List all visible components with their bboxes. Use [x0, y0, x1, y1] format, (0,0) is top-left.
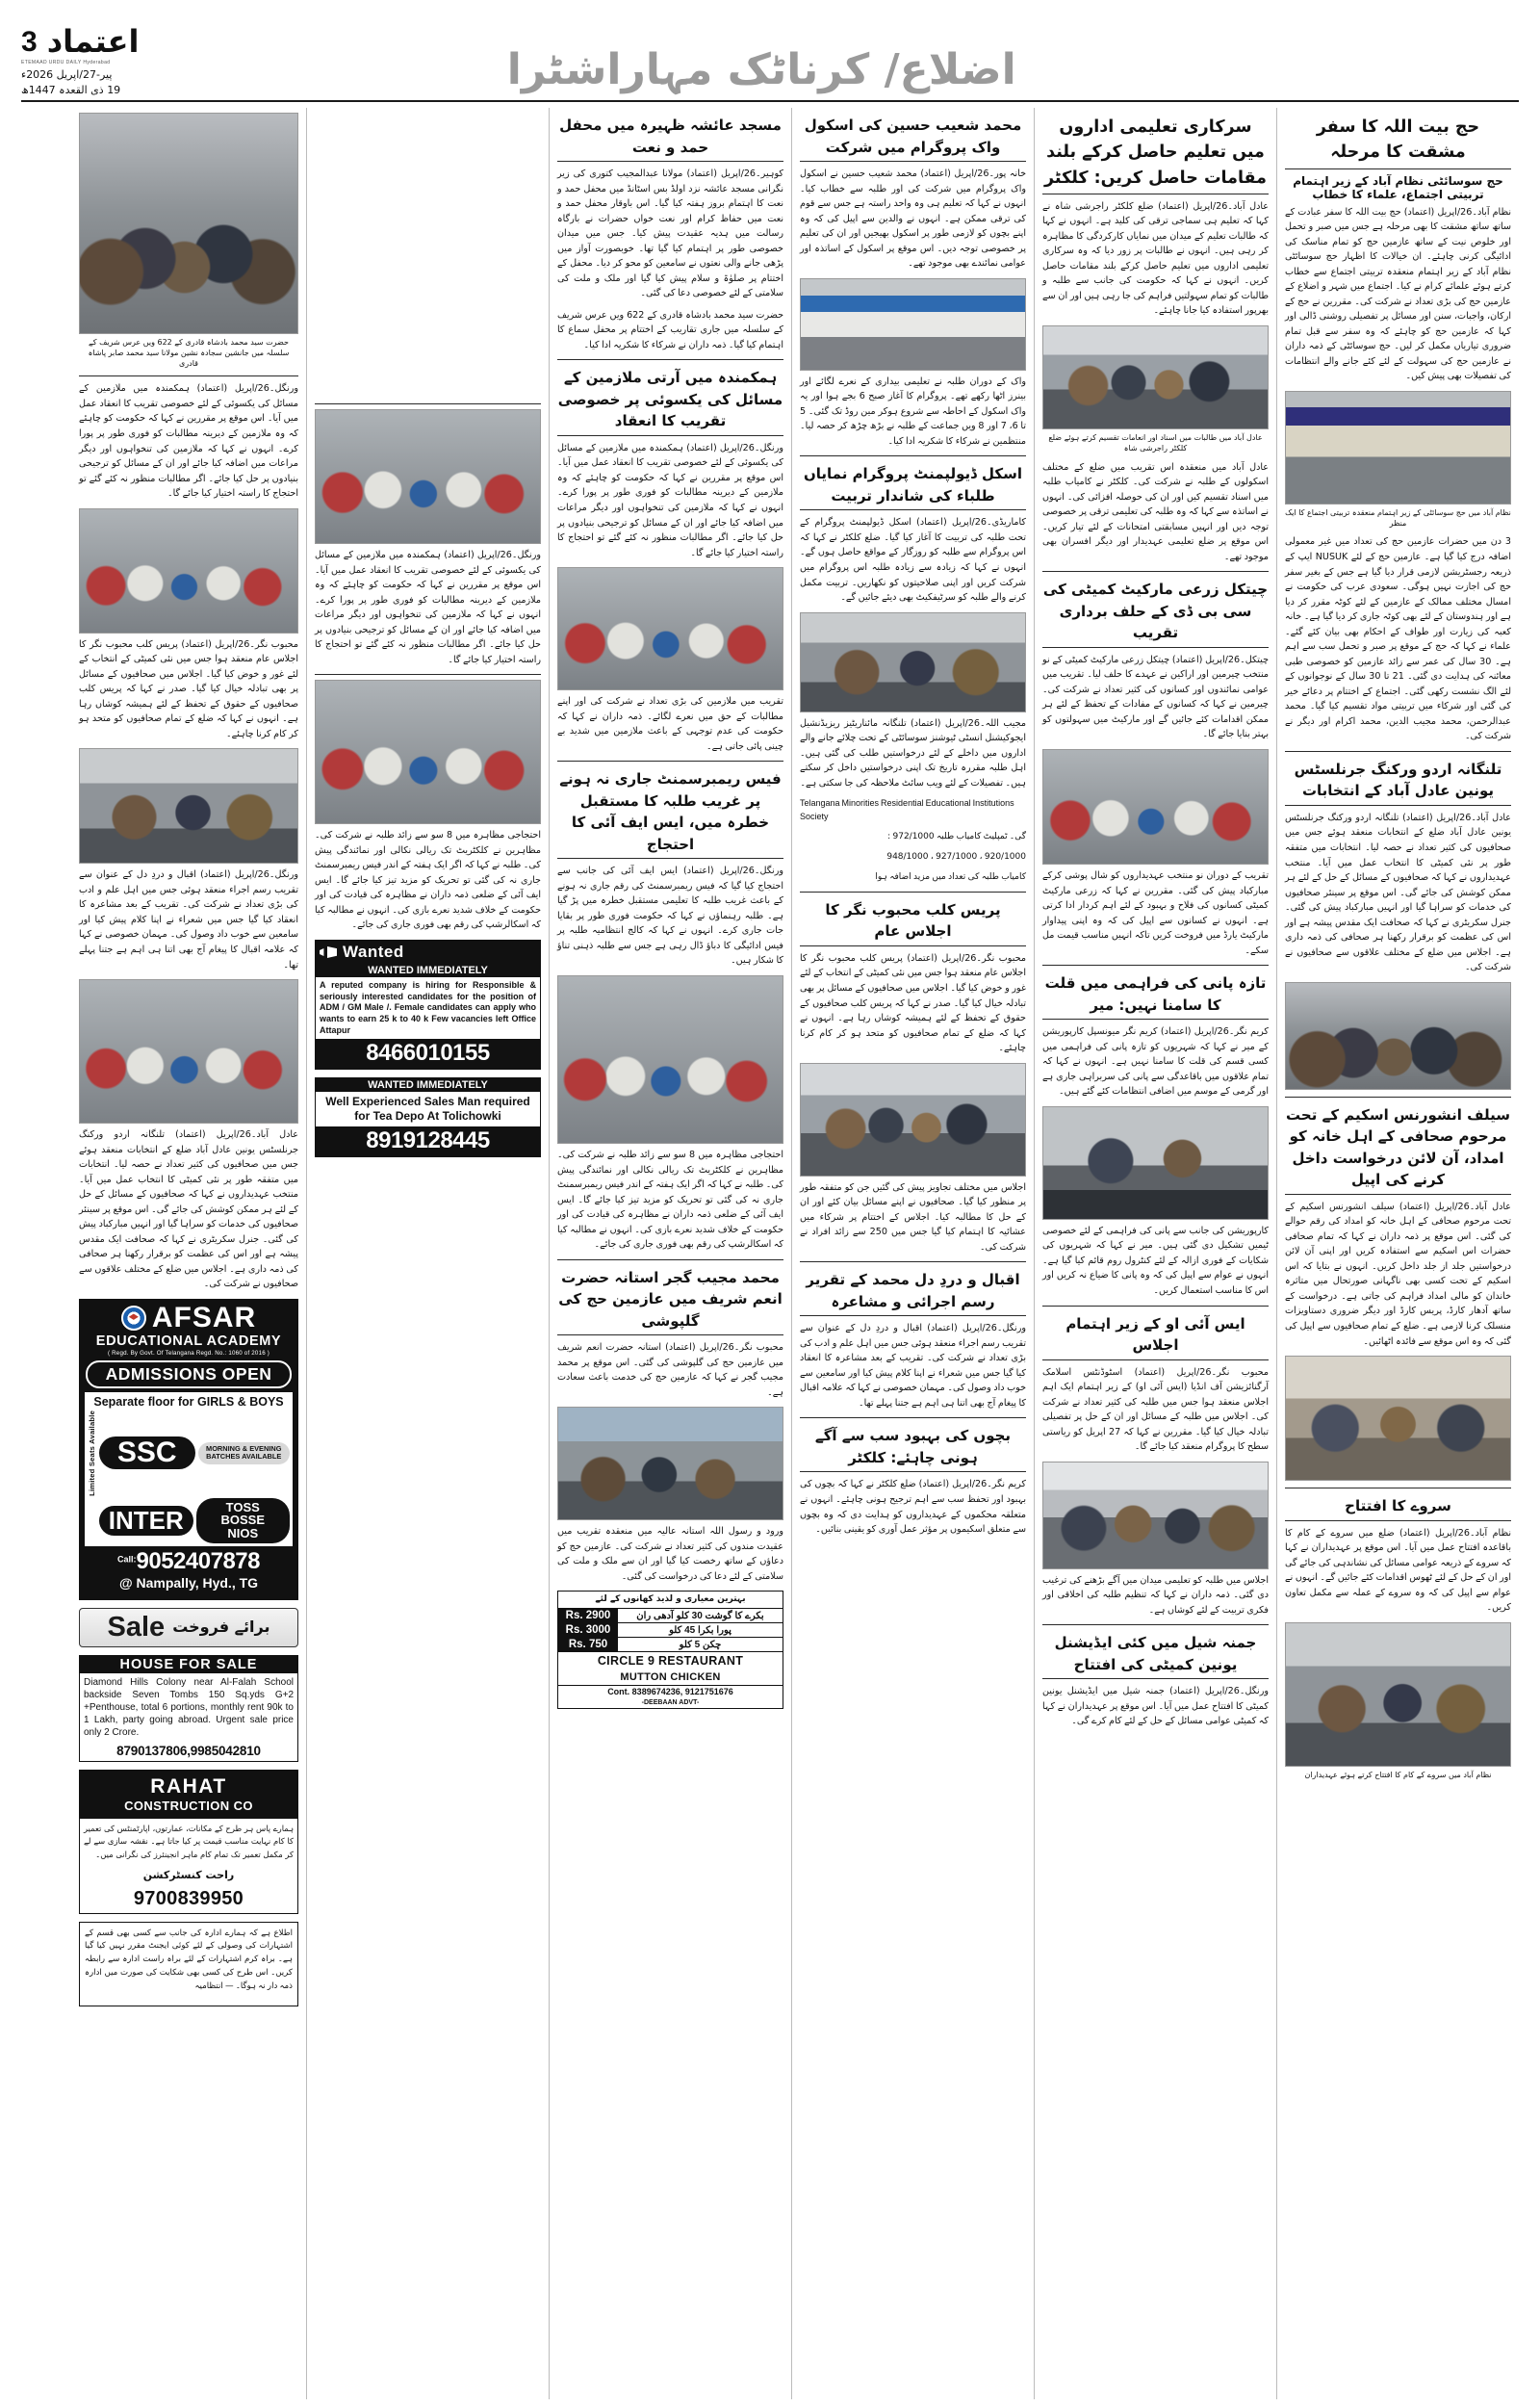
- body-union-committee: ورنگل۔26/اپریل (اعتماد) جمنہ شیل میں ایڈیشنل یونین کمیٹی کا افتتاح عمل میں آیا۔ اس موقع پر عہدیداران نے کہا کہ کمیٹی عوامی مسائل کے حل کے لئے کام کرے گی۔: [1042, 1686, 1269, 1727]
- masthead: [21, 17, 1519, 102]
- headline-collector-education: سرکاری تعلیمی اداروں میں تعلیم حاصل کرکے بلند مقامات حاصل کریں: کلکٹر: [1042, 115, 1269, 194]
- body-e-filler-1: ورنگل۔26/اپریل (اعتماد) ہمکمندہ میں ملازمین کے مسائل کی یکسوئی کے لئے خصوصی تقریب کا انعقاد عمل میں آیا۔ اس موقع پر مقررین نے کہا کہ حکومت کو چاہئے کہ وہ ملازمین کے دیرینہ مطالبات کو فوری طور پر پورا کرے۔ انہوں نے کہا کہ ملازمین کی تنخواہوں اور دیگر مراعات میں اضافہ کیا جائے اور ان کے مسائل کو ترجیحی بنیادوں پر حل کیا جائے۔ اگر مطالبات منظور نہ کئے گئے تو احتجاج کا راستہ اختیار کیا جائے گا۔: [315, 550, 541, 665]
- photo-hajj-gathering: [1285, 391, 1511, 505]
- column-f: [71, 108, 306, 2399]
- divider-e0: [315, 403, 541, 404]
- afsar-logo-row: [84, 1301, 294, 1333]
- ad-house-for-sale[interactable]: [79, 1655, 298, 1762]
- food-item: پورا بکرا 45 کلو: [669, 1624, 732, 1636]
- body-employees-issues: ورنگل۔26/اپریل (اعتماد) ہمکمندہ میں ملازمین کے مسائل کی یکسوئی کے لئے خصوصی تقریب کا انعقاد عمل میں آیا۔ اس موقع پر مقررین نے کہا کہ حکومت کو چاہئے کہ وہ ملازمین کے دیرینہ مطالبات کو فوری طور پر پورا کرے۔ انہوں نے کہا کہ ملازمین کی تنخواہوں اور دیگر مراعات میں اضافہ کیا جائے اور ان کے مسائل کو ترجیحی بنیادوں پر حل کیا جائے۔ اگر مطالبات منظور نہ کئے گئے تو احتجاج کا راستہ اختیار کیا جائے گا۔: [557, 442, 783, 558]
- marks-line-1: گی۔ ٹمپلیٹ کامیاب طلبہ 972/1000 :: [887, 832, 1026, 842]
- body-f-filler-4: عادل آباد۔26/اپریل (اعتماد) تلنگانہ اردو ورکنگ جرنلسٹس یونین عادل آباد ضلع کے انتخابات منعقد ہوئے جس میں صحافیوں کی کثیر تعداد نے حصہ لیا۔ انتخابات میں متفقہ طور پر نئی کمیٹی کا انتخاب عمل میں آیا۔ منتخب عہدیداروں نے کہا کہ صحافیوں کے مسائل کے حل کے لئے ہر ممکن کوشش کی جائے گی۔ اس موقع پر سینئر صحافیوں کی خدمات کو سراہا گیا اور انہیں مبارکباد پیش کی گئی۔ جنرل سکریٹری نے کہا کہ صحافت ایک مقدس پیشہ ہے اور اس کی عظمت کو برقرار رکھنا ہر صحافی کی ذمہ داری ہے۔ اجلاس میں ضلع کے مختلف علاقوں سے صحافیوں نے شرکت کی۔: [79, 1129, 299, 1290]
- ad-wanted-1[interactable]: [315, 940, 541, 1070]
- headline-hajj: حج بیت اللہ کا سفر مشقت کا مرحلہ: [1285, 115, 1511, 169]
- afsar-call-label: Call:: [117, 1554, 137, 1565]
- masthead-left: [21, 23, 140, 98]
- caption-survey: نظام آباد میں سروے کے کام کا افتتاح کرتے ہوئے عہدیداران: [1304, 1770, 1492, 1779]
- house-sale-body: Diamond Hills Colony near Al-Falah School backside Seven Tombs 150 Sq.yds G+2 +Penthouse, total 6 portions, monthly rent 90k to 1 Lakh, party going abroad. Urgent sale price only 2 Crore.: [84, 1676, 294, 1739]
- megaphone-icon: [320, 945, 339, 959]
- masthead-date-hijri: 19 ذی القعدہ 1447ھ: [21, 84, 121, 96]
- headline-school-walk: محمد شعیب حسین کی اسکول واک پروگرام میں شرکت: [800, 115, 1026, 162]
- wanted-phone-1[interactable]: 8466010155: [316, 1039, 540, 1069]
- afsar-courses-block: [85, 1392, 293, 1546]
- headline-sio-meeting: ایس آئی او کے زیر اہتمام اجلاس: [1042, 1313, 1269, 1360]
- food-row: [558, 1622, 783, 1637]
- restaurant-contact[interactable]: Cont. 8389674236, 9121751676: [558, 1685, 783, 1698]
- wanted-phone-2[interactable]: 8919128445: [316, 1126, 540, 1156]
- sale-urdu: برائے فروخت: [172, 1617, 270, 1636]
- marks-line-3: کامیاب طلبہ کی تعداد میں مزید اضافہ ہوا: [875, 871, 1026, 882]
- body-hajj-garlanding: محبوب نگر۔26/اپریل (اعتماد) استانہ حضرت انعم شریف میں عازمین حج کی گلپوشی کی گئی۔ اس موقع پر محمد مجیب گجر نے کہا کہ عازمین حج کی خدمت باعث سعادت ہے۔: [557, 1342, 783, 1398]
- body-hajj-garlanding-2: ورود و رسول اللہ استانہ عالیہ میں منعقدہ تقریب میں عقیدت مندوں کی کثیر تعداد نے شرکت کی۔ عازمین حج کو دعاؤں کے ساتھ رخصت کیا گیا اور ان سے ملک و ملت کی سلامتی کے لئے دعا کی درخواست کی گئی۔: [557, 1526, 783, 1582]
- body-child-welfare: کریم نگر۔26/اپریل (اعتماد) ضلع کلکٹر نے کہا کہ بچوں کی بہبود اور تحفظ سب سے اہم ترجیح ہونی چاہئے۔ انہوں نے متعلقہ محکموں کے عہدیداروں کو ہدایت دی کہ وہ بچوں سے متعلق اسکیموں پر مؤثر عمل آوری کو یقینی بنائیں۔: [800, 1479, 1026, 1536]
- photo-skill-development: [800, 612, 1026, 712]
- wanted-title-1: WANTED IMMEDIATELY: [316, 964, 540, 977]
- afsar-morning-line2: BATCHES AVAILABLE: [206, 1452, 282, 1462]
- afsar-bosse: BOSSE: [220, 1513, 265, 1528]
- rahat-name-1: RAHAT: [150, 1774, 227, 1798]
- body-f-filler-1: ورنگل۔26/اپریل (اعتماد) ہمکمندہ میں ملازمین کے مسائل کی یکسوئی کے لئے خصوصی تقریب کا انعقاد عمل میں آیا۔ اس موقع پر مقررین نے کہا کہ حکومت کو چاہئے کہ وہ ملازمین کے دیرینہ مطالبات کو فوری طور پر پورا کرے۔ انہوں نے کہا کہ ملازمین کی تنخواہوں اور دیگر مراعات میں اضافہ کیا جائے اور ان کے مسائل کو ترجیحی بنیادوں پر حل کیا جائے۔ اگر مطالبات منظور نہ کئے گئے تو احتجاج کا راستہ اختیار کیا جائے گا۔: [79, 383, 298, 500]
- divider-b4: [1042, 1624, 1269, 1625]
- divider-b1: [1042, 571, 1269, 572]
- sale-english: Sale: [107, 1611, 166, 1643]
- photo-market-committee: [1042, 749, 1269, 865]
- divider-f0: [79, 375, 298, 376]
- divider-1: [1285, 751, 1511, 752]
- body-sio-meeting: محبوب نگر۔26/اپریل (اعتماد) اسٹوڈنٹس اسلامک آرگنائزیشن آف انڈیا (ایس آئی او) کے زیر اہتمام ایک اہم اجلاس منعقد ہوا جس میں طلبہ کی کثیر تعداد نے شرکت کی۔ اجلاس میں طلبہ کے مسائل اور ان کے حل پر تفصیلی تبادلہ خیال کیا گیا۔ مقررین نے کہا کہ 27 اپریل کو ریاستی سطح کا پروگرام منعقد کیا جائے گا۔: [1042, 1366, 1269, 1453]
- body-school-walk: خانہ پور۔26/اپریل (اعتماد) محمد شعیب حسین نے اسکول واک پروگرام میں شرکت کی اور طلبہ سے خطاب کیا۔ انہوں نے کہا کہ تعلیم ہی وہ واحد راستہ ہے جس سے قوم کی ترقی ممکن ہے۔ انہوں نے والدین سے اپیل کی کہ وہ اپنے بچوں کو لازمی طور پر اسکول بھیجیں اور ان کی تعلیم پر خصوصی توجہ دیں۔ اس موقع پر اسکول کے اساتذہ اور عوامی نمائندے بھی موجود تھے۔: [800, 168, 1026, 270]
- headline-employees-issues: ہمکمندہ میں آرتی ملازمین کے مسائل کی یکسوئی پر خصوصی تقریب کا انعقاد: [557, 367, 783, 436]
- food-price: Rs. 750: [558, 1638, 618, 1651]
- food-ad-rows: [558, 1608, 783, 1651]
- headline-fee-reimbursement: فیس ریمبرسمنٹ جاری نہ ہونے پر غریب طلبہ کا مستقبل خطرہ میں، ایس ایف آئی کا احتجاج: [557, 768, 783, 859]
- page-grid: [21, 108, 1519, 2399]
- divider-c2: [800, 892, 1026, 893]
- body-iqbal-mushaira: ورنگل۔26/اپریل (اعتماد) اقبال و دردِ دل کے عنوان سے تقریب رسم اجراء منعقد ہوئی جس میں اہل علم و ادب کی بڑی تعداد نے شرکت کی۔ تقریب کے بعد مشاعرہ کا انعقاد کیا گیا جس میں شعراء نے اپنا کلام پیش کیا اور سامعین سے خوب داد وصول کی۔ مہمان خصوصی نے کہا کہ علامہ اقبال کا پیغام آج بھی اتنا ہی اہم ہے جتنا پہلے تھا۔: [800, 1323, 1026, 1409]
- afsar-nios: NIOS: [227, 1526, 259, 1541]
- ad-publisher-notice: [79, 1922, 298, 2007]
- food-item: بکرے کا گوشت 30 کلو آدھی ران: [636, 1610, 764, 1621]
- ad-agency-credit: -DEEBAAN ADVT-: [641, 1699, 700, 1707]
- divider-d3: [557, 1259, 783, 1260]
- food-price: Rs. 3000: [558, 1623, 618, 1637]
- afsar-course-row-1: [88, 1411, 290, 1496]
- body-hajj: نظام آباد۔26/اپریل (اعتماد) حج بیت اللہ کا سفر عبادت کے ساتھ ساتھ مشقت کا بھی مرحلہ ہے جس میں صبر و تحمل اور خلوص نیت کے ساتھ عازمین حج کو تمام مناسک کی ادائیگی کرنی چاہئے۔ ان خیالات کا اظہار حج سوسائٹی نظام آباد کے زیر اہتمام منعقدہ تربیتی اجتماع سے خطاب کرتے ہوئے علمائے کرام نے کیا۔ اجتماع میں شہر و اضلاع کے عازمین حج کی بڑی تعداد نے شرکت کی۔ مقررین نے حج کے ارکان، واجبات، سنن اور مسائل پر تفصیلی روشنی ڈالی اور کہا کہ عازمین حج کو چاہئے کہ وہ سفر سے قبل تمام ضروری تیاریاں مکمل کر لیں۔ حج سوسائٹی کے ذمہ داران نے عازمین حج کی سہولت کے لئے کئے جانے والے انتظامات کی تفصیلات بھی پیش کیں۔: [1285, 206, 1511, 382]
- body-water-supply-2: کارپوریشن کی جانب سے پانی کی فراہمی کے لئے خصوصی ٹیمیں تشکیل دی گئی ہیں۔ میر نے کہا کہ شہریوں کی شکایات کے فوری ازالہ کے لئے کنٹرول روم قائم کیا گیا ہے۔ انہوں نے عوام سے اپیل کی کہ وہ پانی کا ضیاع نہ کریں اور اس کا مناسب استعمال کریں۔: [1042, 1225, 1269, 1296]
- academy-seal-icon: [121, 1306, 146, 1331]
- body-self-insurance: عادل آباد۔26/اپریل (اعتماد) سیلف انشورنس اسکیم کے تحت مرحوم صحافی کے اہل خانہ کو امداد کی رقم حوالے کی گئی۔ اس موقع پر ذمہ داران نے کہا کہ تمام صحافی حضرات اس اسکیم سے استفادہ کریں اور اپنی آن لائن درخواستیں جلد از جلد داخل کریں۔ انہوں نے بتایا کہ اس اسکیم کے تحت کسی بھی ناگہانی صورتحال میں متاثرہ خاندان کو مالی امداد فراہم کی جاتی ہے۔ درخواست کے ساتھ آدھار کارڈ، پریس کارڈ اور دیگر ضروری دستاویزات منسلک کرنا لازمی ہے۔ ضلع کے تمام صحافیوں سے اپیل کی گئی کہ وہ اس موقع سے فائدہ اٹھائیں۔: [1285, 1201, 1512, 1347]
- wanted-title-2: WANTED IMMEDIATELY: [316, 1078, 540, 1092]
- subhead-hajj: حج سوسائٹی نظام آباد کے زیر اہتمام تربیتی اجتماع، علماء کا خطاب: [1293, 173, 1503, 201]
- divider-c3: [800, 1261, 1026, 1262]
- food-price: Rs. 2900: [558, 1609, 618, 1622]
- org-name-minorities-society: Telangana Minorities Residential Educational Institutions Society: [800, 798, 1014, 822]
- body-sio-meeting-2: اجلاس میں طلبہ کو تعلیمی میدان میں آگے بڑھنے کی ترغیب دی گئی۔ ذمہ داران نے کہا کہ تنظیم طلبہ کی اخلاقی اور فکری تربیت کے لئے کوشاں ہے۔: [1042, 1574, 1269, 1616]
- afsar-regd-line: ( Regd. By Govt. Of Telangana Regd. No.: 1060 of 2016 ): [107, 1349, 270, 1357]
- body-school-walk-2: واک کے دوران طلبہ نے تعلیمی بیداری کے نعرے لگائے اور بینرز اٹھا رکھے تھے۔ پروگرام کا آغاز صبح 6 بجے ہوا اور یہ واک اسکول کے احاطہ سے شروع ہوکر مین روڈ تک گئی۔ 5 تا 6، 7 اور 8 ویں جماعت کے طلبہ نے بڑھ چڑھ کر حصہ لیا۔ منتظمین نے شرکاء کا شکریہ ادا کیا۔: [800, 375, 1026, 447]
- divider-d1: [557, 359, 783, 360]
- ad-rahat-construction[interactable]: [79, 1770, 298, 1914]
- divider-b3: [1042, 1306, 1269, 1307]
- food-row: [558, 1608, 783, 1622]
- body-fee-reimbursement-2: احتجاجی مظاہرہ میں 8 سو سے زائد طلبہ نے شرکت کی۔ مظاہرین نے کلکٹریٹ تک ریالی نکالی اور نمائندگی پیش کی۔ طلبہ نے کہا کہ اگر ایک ہفتہ کے اندر فیس ریمبرسمنٹ جاری نہ کی گئی تو تحریک کو مزید تیز کیا جائے گا۔ ایس ایف آئی کے ضلعی ذمہ داران نے مظاہرہ کی قیادت کی اور حکومت کے خلاف شدید نعرے بازی کی۔ انہوں نے مطالبہ کیا کہ اسکالرشپ کی رقم بھی فوری جاری کی جائے۔: [557, 1149, 783, 1251]
- headline-survey-inauguration: سروے کا افتتاح: [1285, 1495, 1511, 1521]
- ad-sale-banner[interactable]: [79, 1608, 298, 1647]
- section-title: اضلاع/ کرناٹک مہاراشٹرا: [506, 45, 1016, 94]
- photo-journalists-group: [1285, 982, 1511, 1090]
- body-hajj-2: 3 دن میں حضرات عازمین حج کی تعداد میں غیر معمولی اضافہ درج کیا گیا ہے۔ عازمین حج کے لئے NUSUK ایپ کے ذریعہ رجسٹریشن لازمی قرار دیا گیا ہے جس کے بغیر سفر حج کی اجازت نہیں ہوگی۔ سعودی عرب کی حکومت نے امسال مختلف ممالک کے عازمین کے لئے کوٹہ مقرر کر دیا ہے اور ہندوستان کے لئے بھی کوٹہ جاری کر دیا گیا ہے۔ خانہ کعبہ کی زیارت اور طواف کے احکام بھی بیان کئے گئے۔ علماء نے کہا کہ حج کے موقع پر صبر و تحمل سب سے اہم ہے۔ 30 سال کی عمر سے زائد عازمین کو خصوصی طبی معائنہ کی ہدایت دی گئی۔ 21 تا 30 سال کے نوجوانوں کے لئے الگ نشست رکھی گئی۔ اجتماع کے اختتام پر دعائے خیر کی گئی اور شرکاء میں تربیتی مواد تقسیم کیا گیا۔ محمد عبدالرحمن، محمد مجیب الدین، محمد اکرام اور دیگر نے شرکت کی۔: [1285, 536, 1511, 742]
- afsar-name: AFSAR: [151, 1301, 257, 1333]
- food-ad-header: بہترین معیاری و لذیذ کھانوں کے لئے: [595, 1594, 746, 1605]
- body-masjid-mehfil: کوہیر۔26/اپریل (اعتماد) مولانا عبدالمجیب کتوری کی زیر نگرانی مسجد عائشہ نزد اولڈ بس اسٹانڈ میں محفل حمد و نعت کا اہتمام بروز ہفتہ کیا گیا۔ اس باوقار محفل حمد و نعت میں حفاظ کرام اور نعت خواں حضرات نے بارگاہ رسالت میں ہدیہ عقیدت پیش کیا۔ جس میں میدان خصوصی طور پر اہتمام کیا گیا تھا۔ خوبصورت آواز میں پڑھی جانے والی نعتوں نے سامعین کو محو کر دیا۔ محفل کے اختتام پر صلوٰۃ و سلام پیش کیا گیا اور ملک و ملت کی سلامتی کے لئے خصوصی دعا کی گئی۔: [557, 168, 783, 299]
- ad-wanted-2[interactable]: [315, 1077, 541, 1157]
- body-collector-education: عادل آباد۔26/اپریل (اعتماد) ضلع کلکٹر راجرشی شاہ نے کہا کہ تعلیم ہی سماجی ترقی کی کلید ہے۔ انہوں نے کہا کہ طالبات تعلیم کے میدان میں نمایاں کارکردگی کا مظاہرہ کر رہی ہیں۔ انہوں نے طالبات پر زور دیا کہ وہ سرکاری تعلیمی اداروں میں تعلیم حاصل کرکے بلند مقامات حاصل کریں۔ انہوں نے کہا کہ حکومت کی جانب سے طلبہ و طالبات کو تمام سہولتیں فراہم کی جا رہی ہیں اور ان سے بھرپور استفادہ کیا جانا چاہئے۔: [1042, 200, 1270, 317]
- caption-main-top: حضرت سید محمد بادشاہ قادری کے 622 ویں عرس شریف کے سلسلہ میں جانشین سجادہ نشین مولانا سید محمد صابر پاشاہ قادری: [88, 338, 290, 368]
- photo-hajj-garlanding: [557, 1407, 783, 1520]
- body-fee-reimbursement: ورنگل۔26/اپریل (اعتماد) ایس ایف آئی کی جانب سے احتجاج کیا گیا کہ فیس ریمبرسمنٹ کی رقم جاری نہ ہونے کے باعث غریب طلبہ کا تعلیمی مستقبل خطرہ میں پڑ گیا ہے۔ طلبہ رہنماؤں نے کہا کہ حکومت فوری طور پر بقایا جات جاری کرے۔ انہوں نے کہا کہ کالج انتظامیہ طلبہ پر فیس ادائیگی کا دباؤ ڈال رہی ہے جس سے طلبہ ذہنی تناؤ کا شکار ہیں۔: [557, 866, 783, 967]
- paper-logo: اعتماد: [46, 23, 140, 61]
- food-row: [558, 1637, 783, 1651]
- marks-line-2: 920/1000 ، 927/1000 ، 948/1000: [886, 852, 1026, 863]
- afsar-ssc-pill: SSC: [99, 1436, 195, 1469]
- body-skill-development-2: مجیب اللہ۔26/اپریل (اعتماد) تلنگانہ مائناریٹیز ریزیڈنشیل ایجوکیشنل انسٹی ٹیوشنز سوسائٹی کے تحت چلائے جانے والے اداروں میں داخلے کے لئے درخواستیں طلب کی گئی ہیں۔ اہل طلبہ مقررہ تاریخ تک اپنی درخواستیں داخل کر سکتے ہیں۔ تفصیلات کے لئے ویب سائٹ ملاحظہ کی جا سکتی ہے۔: [800, 717, 1026, 789]
- afsar-boards-pill: [196, 1498, 291, 1543]
- afsar-toss: TOSS: [225, 1499, 260, 1514]
- body-water-supply: کریم نگر۔26/اپریل (اعتماد) کریم نگر میونسپل کارپوریشن کے میر نے کہا کہ شہریوں کو تازہ پانی کی فراہمی میں کسی قسم کی قلت کا سامنا نہیں ہے۔ انہوں نے کہا کہ تمام علاقوں میں باقاعدگی سے پانی کی سربراہی جاری ہے اور گرمی کے موسم میں اضافی انتظامات کئے گئے ہیں۔: [1042, 1026, 1269, 1098]
- house-sale-title: HOUSE FOR SALE: [80, 1656, 297, 1673]
- divider-c1: [800, 455, 1026, 456]
- headline-union-committee: جمنہ شیل میں کئی ایڈیشنل یونین کمیٹی کی افتتاح: [1042, 1632, 1269, 1679]
- body-survey-inauguration: نظام آباد۔26/اپریل (اعتماد) ضلع میں سروے کے کام کا باقاعدہ افتتاح عمل میں آیا۔ اس موقع پر عہدیداران نے کہا کہ سروے کے ذریعہ عوامی مسائل کی نشاندہی کی جائے گی اور ان کے حل کے لئے ٹھوس اقدامات کئے جائیں گے۔ انہوں نے عوام سے اپیل کی کہ وہ سروے کے عملہ سے مکمل تعاون کریں۔: [1285, 1527, 1512, 1614]
- divider-e1: [315, 674, 541, 675]
- restaurant-name: CIRCLE 9 RESTAURANT: [558, 1651, 783, 1669]
- photo-e-rally: [315, 409, 541, 544]
- photo-e-protest: [315, 680, 541, 824]
- rahat-header: [80, 1771, 297, 1819]
- food-item: چکن 5 کلو: [679, 1639, 722, 1650]
- photo-main-top: [79, 113, 298, 334]
- photo-mayor-press: [1042, 1106, 1269, 1220]
- headline-hajj-garlanding: محمد مجیب گجر استانہ حضرت انعم شریف میں عازمین حج کی گلپوشی: [557, 1267, 783, 1336]
- column-e: [306, 108, 549, 2399]
- caption-collector-awards: عادل آباد میں طالبات میں اسناد اور انعامات تقسیم کرتے ہوئے ضلع کلکٹر راجرشی شاہ: [1048, 433, 1263, 453]
- paper-logo-subtitle: ETEMAAD URDU DAILY Hyderabad: [21, 60, 111, 65]
- restaurant-sub: MUTTON CHICKEN: [620, 1671, 721, 1684]
- wanted-body-1: A reputed company is hiring for Responsible & seriously interested candidates for the position of ADM / GM Male /. Female candidates can apply who wants to earn 25 k to 40 k Few vacancies left Office Attapur: [320, 979, 536, 1035]
- body-market-committee: چیتکل۔26/اپریل (اعتماد) چیتکل زرعی مارکیٹ کمیٹی کے نو منتخب چیرمین اور اراکین نے عہدے کا حلف لیا۔ تقریب میں عوامی نمائندوں اور کسانوں کی کثیر تعداد نے شرکت کی۔ چیرمین نے کہا کہ کسانوں کے مفادات کے تحفظ کے لئے ہر ممکن اقدامات کئے جائیں گے اور مارکیٹ میں سہولتوں کو بہتر بنایا جائے گا۔: [1042, 654, 1269, 740]
- afsar-call-block[interactable]: [84, 1546, 294, 1593]
- headline-masjid-mehfil: مسجد عائشہ ظہیرہ میں محفل حمد و نعت: [557, 115, 783, 162]
- afsar-course-row-2: [88, 1498, 290, 1543]
- ad-circle9-restaurant[interactable]: [557, 1591, 783, 1709]
- body-market-committee-2: تقریب کے دوران نو منتخب عہدیداروں کو شال پوشی کرکے مبارکباد پیش کی گئی۔ مقررین نے کہا کہ زرعی مارکیٹ کمیٹی کسانوں کی فلاح و بہبود کے لئے اہم کردار ادا کرتی ہے۔ انہوں نے کسانوں سے اپیل کی کہ وہ اپنی پیداوار مارکیٹ یارڈ میں فروخت کریں تاکہ انہیں مناسب قیمت مل سکے۔: [1042, 870, 1269, 956]
- rahat-urdu-name: راحت کنسٹرکشن: [80, 1865, 297, 1886]
- wanted-word: Wanted: [343, 942, 404, 961]
- afsar-separate-floor: Separate floor for GIRLS & BOYS: [93, 1394, 284, 1409]
- rahat-phone[interactable]: 9700839950: [133, 1887, 244, 1909]
- divider-c4: [800, 1417, 1026, 1418]
- headline-market-committee: چیتکل زرعی مارکیٹ کمیٹی کی سی بی ڈی کے حلف برداری تقریب: [1042, 579, 1269, 648]
- photo-school-walk: [800, 278, 1026, 371]
- body-f-filler-3: ورنگل۔26/اپریل (اعتماد) اقبال و دردِ دل کے عنوان سے تقریب رسم اجراء منعقد ہوئی جس میں اہل علم و ادب کی بڑی تعداد نے شرکت کی۔ تقریب کے بعد مشاعرہ کا انعقاد کیا گیا جس میں شعراء نے اپنا کلام پیش کیا اور سامعین سے خوب داد وصول کی۔ مہمان خصوصی نے کہا کہ علامہ اقبال کا پیغام آج بھی اتنا ہی اہم ہے جتنا پہلے تھا۔: [79, 869, 298, 971]
- body-journalists-union: عادل آباد۔26/اپریل (اعتماد) تلنگانہ اردو ورکنگ جرنلسٹس یونین عادل آباد ضلع کے انتخابات منعقد ہوئے جس میں صحافیوں کی کثیر تعداد نے حصہ لیا۔ انتخابات میں متفقہ طور پر نئی کمیٹی کا انتخاب عمل میں آیا۔ منتخب عہدیداروں نے کہا کہ صحافیوں کے مسائل کے حل کے لئے ہر ممکن کوشش کی جائے گی۔ اس موقع پر سینئر صحافیوں کی خدمات کو سراہا گیا اور انہیں مبارکباد پیش کی گئی۔ جنرل سکریٹری نے کہا کہ صحافت ایک مقدس پیشہ ہے اور اس کی عظمت کو برقرار رکھنا ہر صحافی کی ذمہ داری ہے۔ اجلاس میں ضلع کے مختلف علاقوں سے صحافیوں نے شرکت کی۔: [1285, 812, 1512, 973]
- photo-f-indoor: [79, 748, 298, 864]
- body-masjid-mehfil-2: حضرت سید محمد بادشاہ قادری کے 622 ویں عرس شریف کے سلسلہ میں جاری تقاریب کے اختتام پر محفل سماع کا اہتمام کیا گیا۔ ذمہ داران نے شرکاء کا شکریہ ادا کیا۔: [557, 309, 783, 350]
- body-e-filler-2: احتجاجی مظاہرہ میں 8 سو سے زائد طلبہ نے شرکت کی۔ مظاہرین نے کلکٹریٹ تک ریالی نکالی اور نمائندگی پیش کی۔ طلبہ نے کہا کہ اگر ایک ہفتہ کے اندر فیس ریمبرسمنٹ جاری نہ کی گئی تو تحریک کو مزید تیز کیا جائے گا۔ ایس ایف آئی کے ضلعی ذمہ داران نے مظاہرہ کی قیادت کی اور حکومت کے خلاف شدید نعرے بازی کی۔ انہوں نے مطالبہ کیا کہ اسکالرشپ کی رقم بھی فوری جاری کی جائے۔: [315, 830, 541, 931]
- photo-survey-inauguration: [1285, 1622, 1511, 1767]
- masthead-logo-row: [21, 23, 140, 61]
- headline-journalists-union: تلنگانہ اردو ورکنگ جرنلسٹس یونین عادل آباد کے انتخابات: [1285, 759, 1511, 806]
- photo-collector-awards: [1042, 325, 1269, 429]
- headline-water-supply: تازہ پانی کی فراہمی میں قلت کا سامنا نہیں: میر: [1042, 972, 1269, 1020]
- rahat-urdu-body: ہمارے پاس ہر طرح کے مکانات، عمارتوں، اپارٹمنٹس کی تعمیر کا کام نہایت مناسب قیمت پر کیا جاتا ہے۔ نقشہ سازی سے لے کر مکمل تعمیر تک تمام کام ماہر انجینئرز کی نگرانی میں۔: [80, 1819, 297, 1865]
- headline-child-welfare: بچوں کی بہبود سب سے آگے ہونی چاہئے: کلکٹر: [800, 1425, 1026, 1472]
- caption-hajj-gathering: نظام آباد میں حج سوسائٹی کے زیر اہتمام منعقدہ تربیتی اجتماع کا ایک منظر: [1285, 507, 1511, 528]
- afsar-address: @ Nampally, Hyd., TG: [118, 1574, 259, 1591]
- publisher-notice-body: اطلاع ہے کہ ہمارے ادارہ کی جانب سے کسی بھی قسم کے اشتہارات کی وصولی کے لئے کوئی ایجنٹ مقرر نہیں کیا گیا ہے۔ براہ کرم اشتہارات کے لئے براہ راست ادارہ سے رابطہ کریں۔ اس طرح کی کسی بھی شکایت کی صورت میں ادارہ ذمہ دار نہ ہوگا۔ — انتظامیہ: [85, 1928, 293, 1992]
- body-collector-education-2: عادل آباد میں منعقدہ اس تقریب میں ضلع کے مختلف اسکولوں کے طلبہ نے شرکت کی۔ کلکٹر نے کامیاب طلبہ میں اسناد تقسیم کیں اور ان کی حوصلہ افزائی کی۔ انہوں نے اساتذہ سے کہا کہ وہ طلبہ کی تعلیمی ترقی پر خصوصی توجہ دیں اور انہیں مسابقتی امتحانات کے لئے تیار کریں۔ اس موقع پر ضلع تعلیمی عہدیدار اور دیگر افسران بھی موجود تھے۔: [1042, 461, 1269, 562]
- divider-d2: [557, 761, 783, 762]
- column-d: [549, 108, 791, 2399]
- photo-f-rally: [79, 508, 298, 634]
- body-skill-development: کاماریڈی۔26/اپریل (اعتماد) اسکل ڈیولپمنٹ پروگرام کے تحت طلبہ کی تربیت کا آغاز کیا گیا۔ ضلع کلکٹر نے کہا کہ اس پروگرام سے طلبہ کو روزگار کے مواقع حاصل ہوں گے۔ انہوں نے کہا کہ زیادہ سے زیادہ طلبہ اس پروگرام میں شرکت کریں اور اپنی صلاحیتوں کو نکھاریں۔ تربیت مکمل کرنے والے طلبہ کو سرٹیفکیٹ بھی دیئے جائیں گے۔: [800, 517, 1026, 604]
- afsar-inter-pill: INTER: [99, 1506, 193, 1536]
- headline-skill-development: اسکل ڈیولپمنٹ پروگرام نمایاں طلباء کی شاندار تربیت: [800, 463, 1026, 510]
- rahat-name-2: CONSTRUCTION CO: [124, 1798, 253, 1813]
- photo-insurance-handover: [1285, 1356, 1511, 1481]
- masthead-date-english: پیر-27/اپریل 2026ء: [21, 68, 113, 81]
- afsar-phone[interactable]: 9052407878: [136, 1547, 260, 1574]
- headline-self-insurance: سیلف انشورنس اسکیم کے تحت مرحوم صحافی کے اہل خانہ کو امداد، آن لائن درخواست داخل کرنے کی اپیل: [1285, 1104, 1511, 1195]
- body-press-club: محبوب نگر۔26/اپریل (اعتماد) پریس کلب محبوب نگر کا اجلاس عام منعقد ہوا جس میں نئی کمیٹی کے انتخاب کے لئے غور و خوض کیا گیا۔ اجلاس میں صحافیوں کے مسائل پر بھی تبادلہ خیال کیا گیا۔ صدر نے کہا کہ پریس کلب صحافیوں کے حقوق کے تحفظ کے لئے ہمیشہ کوشاں رہا ہے۔ انہوں نے کہا کہ ضلع کے تمام صحافیوں کو متحد ہو کر کام کرنا چاہئے۔: [800, 952, 1026, 1054]
- afsar-academy-line: EDUCATIONAL ACADEMY: [95, 1333, 282, 1349]
- afsar-limited-seats: Limited Seats Available: [88, 1410, 96, 1496]
- ad-afsar-academy[interactable]: [79, 1299, 298, 1600]
- wanted-header: [316, 941, 540, 964]
- page-number: 3: [21, 26, 38, 59]
- column-b: [1034, 108, 1276, 2399]
- divider-2: [1285, 1097, 1511, 1098]
- photo-f-protest: [79, 979, 298, 1124]
- photo-employees-rally: [557, 567, 783, 690]
- divider-b2: [1042, 965, 1269, 966]
- body-f-filler-2: محبوب نگر۔26/اپریل (اعتماد) پریس کلب محبوب نگر کا اجلاس عام منعقد ہوا جس میں نئی کمیٹی کے انتخاب کے لئے غور و خوض کیا گیا۔ اجلاس میں صحافیوں کے مسائل پر بھی تبادلہ خیال کیا گیا۔ صدر نے کہا کہ پریس کلب صحافیوں کے حقوق کے تحفظ کے لئے ہمیشہ کوشاں رہا ہے۔ انہوں نے کہا کہ ضلع کے تمام صحافیوں کو متحد ہو کر کام کرنا چاہئے۔: [79, 638, 298, 739]
- house-sale-phones[interactable]: 8790137806,9985042810: [116, 1743, 261, 1758]
- afsar-batches-pill: [198, 1442, 291, 1464]
- afsar-admissions-open: ADMISSIONS OPEN: [86, 1360, 292, 1388]
- photo-press-club-meeting: [800, 1063, 1026, 1177]
- afsar-morning-line1: MORNING & EVENING: [206, 1443, 282, 1453]
- headline-press-club: پریس کلب محبوب نگر کا اجلاس عام: [800, 899, 1026, 946]
- photo-sfi-protest: [557, 975, 783, 1144]
- body-employees-issues-2: تقریب میں ملازمین کی بڑی تعداد نے شرکت کی اور اپنے مطالبات کے حق میں نعرے لگائے۔ ذمہ داران نے کہا کہ حکومت کی عدم توجہی کے باعث ملازمین میں شدید بے چینی پائی جاتی ہے۔: [557, 696, 783, 752]
- headline-iqbal-mushaira: اقبال و دردِ دل محمد کے تقریر رسم اجرائی و مشاعرہ: [800, 1269, 1026, 1316]
- column-a: [1276, 108, 1519, 2399]
- column-c: [791, 108, 1034, 2399]
- body-press-club-2: اجلاس میں مختلف تجاویز پیش کی گئیں جن کو متفقہ طور پر منظور کیا گیا۔ صحافیوں نے اپنے مسائل بیان کئے اور ان کے حل کا مطالبہ کیا۔ اجلاس کے اختتام پر شرکاء میں عشائیہ کا اہتمام کیا گیا جس میں 250 سے زائد افراد نے شرکت کی۔: [800, 1181, 1026, 1253]
- wanted-body-2: Well Experienced Sales Man required for Tea Depo At Tolichowki: [325, 1095, 530, 1124]
- photo-sio-press-meet: [1042, 1462, 1269, 1569]
